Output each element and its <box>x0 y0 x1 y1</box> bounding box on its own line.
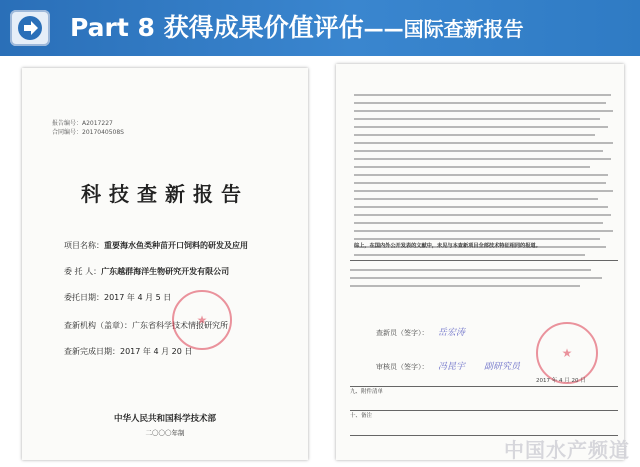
remarks-label: 十、备注 <box>350 413 373 419</box>
completion-field <box>64 346 192 357</box>
report-body-text <box>354 94 616 262</box>
report-cover-page <box>22 68 308 460</box>
client-field <box>64 266 229 277</box>
signer2-signature: 冯昆宇 <box>438 362 466 372</box>
client-label: 委 托 人： <box>64 267 102 276</box>
report-number: 报告编号：A2017227 <box>52 120 113 127</box>
agency-label: 查新机构（盖章）： <box>64 321 132 330</box>
project-label: 项目名称： <box>64 241 104 250</box>
date-field <box>64 292 171 303</box>
remarks-row <box>350 410 618 436</box>
conclusion-note: 综上，在国内外公开发表的文献中，未见与本查新项目全部技术特征相同的报道。 <box>354 243 541 249</box>
project-field <box>64 240 248 251</box>
official-seal-right <box>536 322 598 384</box>
stamp-date: 2017 年 4 月 20 日 <box>536 378 586 384</box>
client-value: 广东越群海洋生物研究开发有限公司 <box>101 267 230 276</box>
signer2-label: 审核员（签字）： <box>376 363 429 371</box>
signer1-signature: 岳宏涛 <box>438 328 466 338</box>
slide-title-sub: ——国际查新报告 <box>363 17 524 41</box>
title-banner <box>0 0 640 56</box>
signer2-title: 副研究员 <box>484 362 521 372</box>
date-value: 2017 年 4 月 5 日 <box>104 293 172 302</box>
appendix-row <box>350 386 618 413</box>
declaration-box <box>350 260 618 307</box>
ministry-name: 中华人民共和国科学技术部 <box>113 414 216 424</box>
report-title: 科技查新报告 <box>81 182 249 206</box>
official-seal <box>172 290 232 350</box>
completion-label: 查新完成日期： <box>64 347 120 356</box>
slide-title <box>70 8 524 44</box>
project-value: 重要海水鱼类种苗开口饲料的研发及应用 <box>104 241 248 250</box>
report-content-page <box>336 64 624 460</box>
slide-title-main: Part 8 获得成果价值评估 <box>70 13 364 42</box>
watermark: 中国水产频道 <box>504 438 630 462</box>
signer1-label: 查新员（签字）： <box>376 329 429 337</box>
agency-value: 广东省科学技术情报研究所 <box>132 321 228 330</box>
date-label: 委托日期： <box>64 293 104 302</box>
completion-value: 2017 年 4 月 20 日 <box>120 347 193 356</box>
contract-number: 合同编号：2017040508S <box>52 129 124 136</box>
appendix-label: 九、附件清单 <box>350 389 384 395</box>
edition-year: 二〇〇〇年制 <box>145 429 185 437</box>
arrow-right-icon <box>10 10 50 46</box>
